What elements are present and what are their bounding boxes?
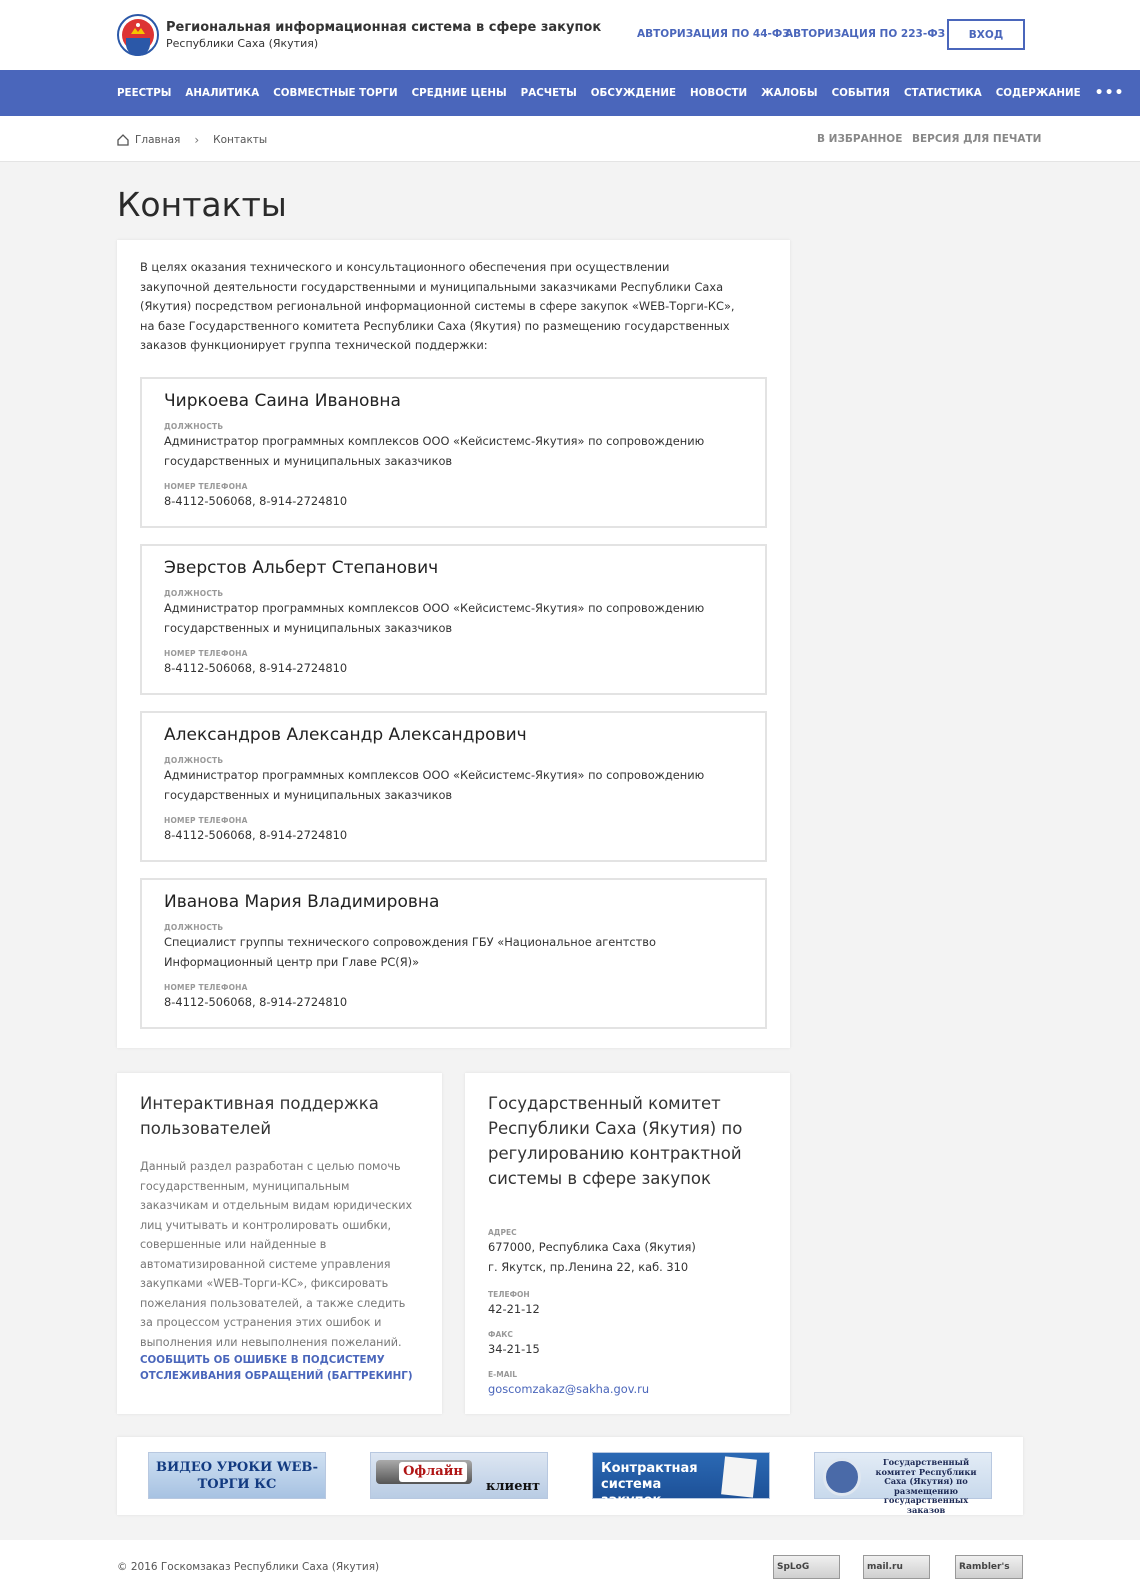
support-panel bbox=[117, 1073, 442, 1414]
contract-system-banner[interactable] bbox=[592, 1452, 770, 1508]
login-button[interactable]: ВХОД bbox=[947, 19, 1025, 50]
committee-email[interactable]: goscomzakaz@sakha.gov.ru bbox=[488, 1382, 650, 1396]
phone-label: НОМЕР ТЕЛЕФОНА bbox=[164, 983, 248, 992]
email-label: E-MAIL bbox=[488, 1370, 518, 1379]
intro-text: В целях оказания технического и консультационного обеспечения при осуществлении закупочной деятельности государственными и муниципальными заказчиками Республики Саха (Якутия) посредством региональной информационной системы в сфере закупок «WEB-Торги-КС», на базе Государственного комитета Республики Саха (Якутия) по размещению государственных заказов функционирует группа технической поддержки: bbox=[140, 260, 735, 352]
committee-banner-label: Государственный комитет Республики Саха (Якутия) по размещению государственных заказов bbox=[875, 1457, 977, 1515]
contact-card bbox=[140, 878, 767, 1029]
fax-label: ФАКС bbox=[488, 1330, 513, 1339]
chevron-right-icon: › bbox=[194, 133, 200, 147]
nav-item-calculations[interactable]: РАСЧЕТЫ bbox=[520, 87, 577, 99]
main-nav bbox=[0, 70, 1140, 116]
contact-name: Чиркоева Саина Ивановна bbox=[164, 391, 401, 411]
nav-item-complaints[interactable]: ЖАЛОБЫ bbox=[761, 87, 818, 99]
contract-system-label: Контрактная система закупок bbox=[601, 1461, 698, 1508]
contact-card bbox=[140, 711, 767, 862]
support-text: Данный раздел разработан с целью помочь государственным, муниципальным заказчикам и отдельным видам юридических лиц учитывать и контролировать ошибки, совершенные или найденные в автоматизированной системе управления закупками «WEB-Торги-КС», фиксировать пожелания пользователей, а также следить за процессом устранения этих ошибок и выполнения или невыполнения пожеланий. bbox=[140, 1160, 413, 1349]
auth-223-link[interactable]: АВТОРИЗАЦИЯ ПО 223-ФЗ bbox=[785, 28, 946, 40]
nav-item-discussion[interactable]: ОБСУЖДЕНИЕ bbox=[590, 87, 676, 99]
splog-counter[interactable] bbox=[773, 1555, 840, 1579]
committee-panel bbox=[465, 1073, 790, 1414]
splog-counter-label: SpLoG bbox=[777, 1562, 810, 1572]
breadcrumb bbox=[117, 133, 267, 147]
emblem-logo[interactable] bbox=[117, 14, 159, 56]
committee-emblem-icon bbox=[823, 1458, 861, 1496]
committee-phone: 42-21-12 bbox=[488, 1302, 540, 1316]
committee-title: Государственный комитет Республики Саха (Якутия) по регулированию контрактной системы в сфере закупок bbox=[488, 1094, 743, 1188]
contact-phone: 8-4112-506068, 8-914-2724810 bbox=[164, 661, 348, 675]
contact-card bbox=[140, 377, 767, 528]
contact-position: Администратор программных комплексов ООО «Кейсистемс-Якутия» по сопровождению государственных и муниципальных заказчиков bbox=[164, 434, 705, 468]
phone-label: ТЕЛЕФОН bbox=[488, 1290, 530, 1299]
contact-name: Эверстов Альберт Степанович bbox=[164, 558, 439, 578]
nav-item-analytics[interactable]: АНАЛИТИКА bbox=[185, 87, 260, 99]
site-title: Региональная информационная система в сфере закупок bbox=[166, 20, 602, 35]
contacts-panel bbox=[117, 240, 790, 1048]
breadcrumb-current: Контакты bbox=[213, 134, 268, 146]
banner-strip bbox=[117, 1437, 1023, 1515]
nav-item-statistics[interactable]: СТАТИСТИКА bbox=[903, 87, 982, 99]
mailru-counter-label: mail.ru bbox=[867, 1562, 903, 1572]
contact-phone: 8-4112-506068, 8-914-2724810 bbox=[164, 995, 348, 1009]
breadcrumb-bar bbox=[0, 116, 1140, 162]
phone-label: НОМЕР ТЕЛЕФОНА bbox=[164, 816, 248, 825]
contact-position: Специалист группы технического сопровождения ГБУ «Национальное агентство Информационный центр при Главе РС(Я)» bbox=[164, 935, 656, 969]
contact-phone: 8-4112-506068, 8-914-2724810 bbox=[164, 494, 348, 508]
nav-item-joint-tenders[interactable]: СОВМЕСТНЫЕ ТОРГИ bbox=[273, 87, 398, 99]
video-lessons-banner[interactable] bbox=[148, 1452, 326, 1499]
copyright-text: © 2016 Госкомзаказ Республики Саха (Якутия) bbox=[117, 1561, 380, 1573]
phone-label: НОМЕР ТЕЛЕФОНА bbox=[164, 649, 248, 658]
position-label: ДОЛЖНОСТЬ bbox=[164, 923, 224, 932]
bugtracker-link[interactable]: СООБЩИТЬ ОБ ОШИБКЕ В ПОДСИСТЕМУ ОТСЛЕЖИВАНИЯ ОБРАЩЕНИЙ (БАГТРЕКИНГ) bbox=[140, 1354, 413, 1382]
document-icon bbox=[721, 1456, 757, 1497]
page-title: Контакты bbox=[117, 185, 287, 224]
video-lessons-label: ВИДЕО УРОКИ WEB-ТОРГИ КС bbox=[155, 1460, 318, 1492]
offline-client-label: клиент bbox=[486, 1479, 541, 1494]
offline-tag: Офлайн bbox=[399, 1462, 467, 1482]
committee-fax: 34-21-15 bbox=[488, 1342, 540, 1356]
contact-position: Администратор программных комплексов ООО «Кейсистемс-Якутия» по сопровождению государственных и муниципальных заказчиков bbox=[164, 768, 705, 802]
site-footer bbox=[0, 1540, 1140, 1594]
phone-label: НОМЕР ТЕЛЕФОНА bbox=[164, 482, 248, 491]
address-line1: 677000, Республика Саха (Якутия) bbox=[488, 1240, 696, 1254]
support-title: Интерактивная поддержка пользователей bbox=[140, 1094, 379, 1138]
contact-position: Администратор программных комплексов ООО «Кейсистемс-Якутия» по сопровождению государственных и муниципальных заказчиков bbox=[164, 601, 705, 635]
nav-item-news[interactable]: НОВОСТИ bbox=[689, 87, 748, 99]
nav-item-contents[interactable]: СОДЕРЖАНИЕ bbox=[995, 87, 1081, 99]
nav-item-registries[interactable]: РЕЕСТРЫ bbox=[117, 87, 172, 99]
contact-name: Иванова Мария Владимировна bbox=[164, 892, 440, 912]
rambler-counter[interactable] bbox=[955, 1555, 1023, 1579]
nav-item-avg-prices[interactable]: СРЕДНИЕ ЦЕНЫ bbox=[411, 87, 507, 99]
nav-item-events[interactable]: СОБЫТИЯ bbox=[831, 87, 890, 99]
rambler-counter-label: Rambler's bbox=[959, 1562, 1010, 1572]
site-header bbox=[0, 0, 1140, 70]
contact-phone: 8-4112-506068, 8-914-2724810 bbox=[164, 828, 348, 842]
position-label: ДОЛЖНОСТЬ bbox=[164, 756, 224, 765]
contact-card bbox=[140, 544, 767, 695]
address-label: АДРЕС bbox=[488, 1228, 517, 1237]
mailru-counter[interactable] bbox=[863, 1555, 930, 1579]
committee-banner[interactable] bbox=[814, 1452, 992, 1515]
address-line2: г. Якутск, пр.Ленина 22, каб. 310 bbox=[488, 1260, 689, 1274]
offline-client-banner[interactable] bbox=[370, 1452, 548, 1499]
contact-name: Александров Александр Александрович bbox=[164, 725, 527, 745]
auth-44-link[interactable]: АВТОРИЗАЦИЯ ПО 44-ФЗ bbox=[637, 28, 790, 40]
add-favorites-link[interactable]: В ИЗБРАННОЕ bbox=[817, 133, 903, 145]
site-subtitle: Республики Саха (Якутия) bbox=[166, 37, 319, 50]
more-menu-icon[interactable]: ••• bbox=[1094, 85, 1125, 101]
position-label: ДОЛЖНОСТЬ bbox=[164, 589, 224, 598]
breadcrumb-home[interactable]: Главная bbox=[135, 134, 181, 146]
print-version-link[interactable]: ВЕРСИЯ ДЛЯ ПЕЧАТИ bbox=[912, 133, 1042, 145]
home-icon[interactable] bbox=[117, 134, 129, 146]
position-label: ДОЛЖНОСТЬ bbox=[164, 422, 224, 431]
